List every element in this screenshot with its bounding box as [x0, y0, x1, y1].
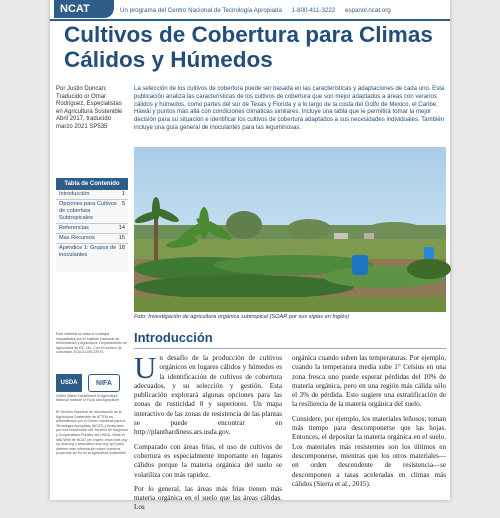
- paragraph: Considere, por ejemplo, los materiales leñosos; toman más tiempo para descomponerse que las hojas. Entonces, el depositar la materia orgánica en el suelo. Los materiales más resistentes son los últimos en descomponerse, mientras que los otros materiales—en orden descendente de resistencia—se descomponen a tasas aceleradas en climas más cálidos (Sierra et al., 2015).: [292, 414, 446, 488]
- toc-item[interactable]: [56, 243, 128, 260]
- body-column-1: [134, 350, 282, 518]
- toc-item-page: 18: [118, 245, 125, 251]
- toc-item-page: 5: [121, 201, 125, 207]
- toc-item-label: Mas Recursos: [59, 235, 95, 241]
- header-divider: [50, 19, 450, 21]
- usda-logo: USDA: [56, 374, 82, 392]
- toc-item[interactable]: [56, 190, 128, 199]
- toc-item-page: 14: [118, 225, 125, 231]
- toc-item-page: 15: [118, 235, 125, 241]
- funding-note: Este material se basa en trabajos respaldados por el Instituto Nacional de Alimentación y Agricultura, Departamento de Agricultura de EE. UU. Con el número de concesión 2015-51106-23970.: [56, 332, 128, 355]
- toc-item[interactable]: [56, 233, 128, 243]
- table-of-contents: [56, 178, 128, 272]
- toc-item-label: Apéndice 1: Grupos de inoculantes: [59, 245, 117, 258]
- publication-page: [50, 0, 450, 512]
- logo-text: NCAT: [60, 3, 90, 15]
- ncat-logo[interactable]: [54, 0, 114, 18]
- logo-caption: United States Department of Agriculture National Institute of Food and Agriculture: [56, 394, 120, 403]
- section-divider: [134, 348, 446, 349]
- drop-cap: U: [134, 350, 157, 385]
- sponsor-logos: [56, 372, 128, 394]
- author-byline: Por Justin Duncan; Traducido or Omar Rodriguez, Especialistas en Agricultura Sostenible Abril 2017, traducido marzo 2021 SP535: [56, 86, 123, 130]
- header-tagline: [120, 7, 399, 14]
- website-link[interactable]: espanol.ncat.org: [344, 7, 391, 14]
- paragraph: n desafío de la producción de cultivos orgánicos en lugares cálidos y húmedos es la identificación de cultivos de cobertura adecuados, y su selección y gestión. Esta publicación explorará algunas opciones para las zonas de rusticidad 8 y superiores. Un mapa interactivo de las zonas de resistencia de las plantas se puede encontrar en http://planthardiness.ars.usda.gov.: [134, 354, 282, 437]
- toc-heading: Tabla de Contenido: [56, 178, 128, 190]
- farm-field-image: [134, 147, 446, 312]
- toc-item[interactable]: [56, 199, 128, 223]
- body-column-2: [292, 354, 446, 494]
- abstract: La selección de los cultivos de cobertura puede ser basada en las características y adaptaciones de cada uno. Esta publicación analiza las características de los cultivos de cobertura que son mejor adaptados a áreas con veranos cálidos y húmedos, como partes del sur de Texas y Florida y a lo largo de la costa del Golfo de Mexico, el Caribe, Hawái y puntos más allá con condiciones climáticas similares. Incluye una tabla que le permitirá tomar la mejor decisión para su situación e identificar los cultivos de cobertura adaptados a sus necesidades individuales. También incluye una guía general de inoculantes para las leguminosas.: [134, 86, 445, 131]
- toc-item-label: Referencias: [59, 225, 89, 231]
- section-heading-introduccion: Introducción: [134, 330, 213, 345]
- farm-photo: [134, 147, 446, 312]
- toc-item-page: 1: [121, 191, 125, 197]
- page-header: [50, 0, 450, 20]
- page-title: Cultivos de Cobertura para Climas Cálidos y Húmedos: [64, 22, 433, 72]
- paragraph: orgánica cuando suben las temperaturas. Por ejemplo, cuando la temperatura media sube 1° Celsius en una zona fresca uno puede esperar pérdidas del 10% de materia orgánica, pero en una región más cálida sólo el 3% de pérdida. Esto sugiere una estratificación de la resiliencia de la materia orgánica del suelo.: [292, 354, 446, 409]
- author-byline-block: [56, 86, 128, 132]
- paragraph: Comparado con áreas frías, el uso de cultivos de cobertura es especialmente importante en lugares cálidos porque la materia orgánica del suelo se volatiliza con más rapidez.: [134, 442, 282, 479]
- photo-caption: Foto: Investigación de agricultura orgánica subtropical (SOAR por sus siglas en Inglés): [134, 314, 350, 320]
- toc-item-label: Opciones para Cultivos de cobertura Subtropicales: [59, 201, 117, 221]
- toc-list: [56, 190, 128, 260]
- nifa-logo: NIFA: [88, 374, 120, 392]
- toc-item[interactable]: [56, 223, 128, 233]
- paragraph: Por lo general, las áreas más frías tienen más materia orgánica en el suelo que las áreas cálidas. Los: [134, 484, 282, 512]
- phone-number[interactable]: 1-800-411-3222: [291, 7, 336, 14]
- toc-item-label: Introducción: [59, 191, 90, 197]
- program-tagline: Un programa del Centro Nacional de Tecnología Apropiada: [120, 7, 282, 14]
- attra-note: El Servicio Nacional de Información de la Agricultura Sostenible de ATTRA es administrado por el Centro Nacional para la Tecnología Apropiada (NCAT) y financiado por una subvención del Servicio de Negocios y Cooperativas Rurales del USDA. Visite el sitio Web de NCAT (en Inglés: www.ncat.org/ sp.ncat.org o www.attra.ncat.org/ sp/) para obtener más información sobre nuestros proyectos sin fin en la agricultura sostenible.: [56, 410, 128, 456]
